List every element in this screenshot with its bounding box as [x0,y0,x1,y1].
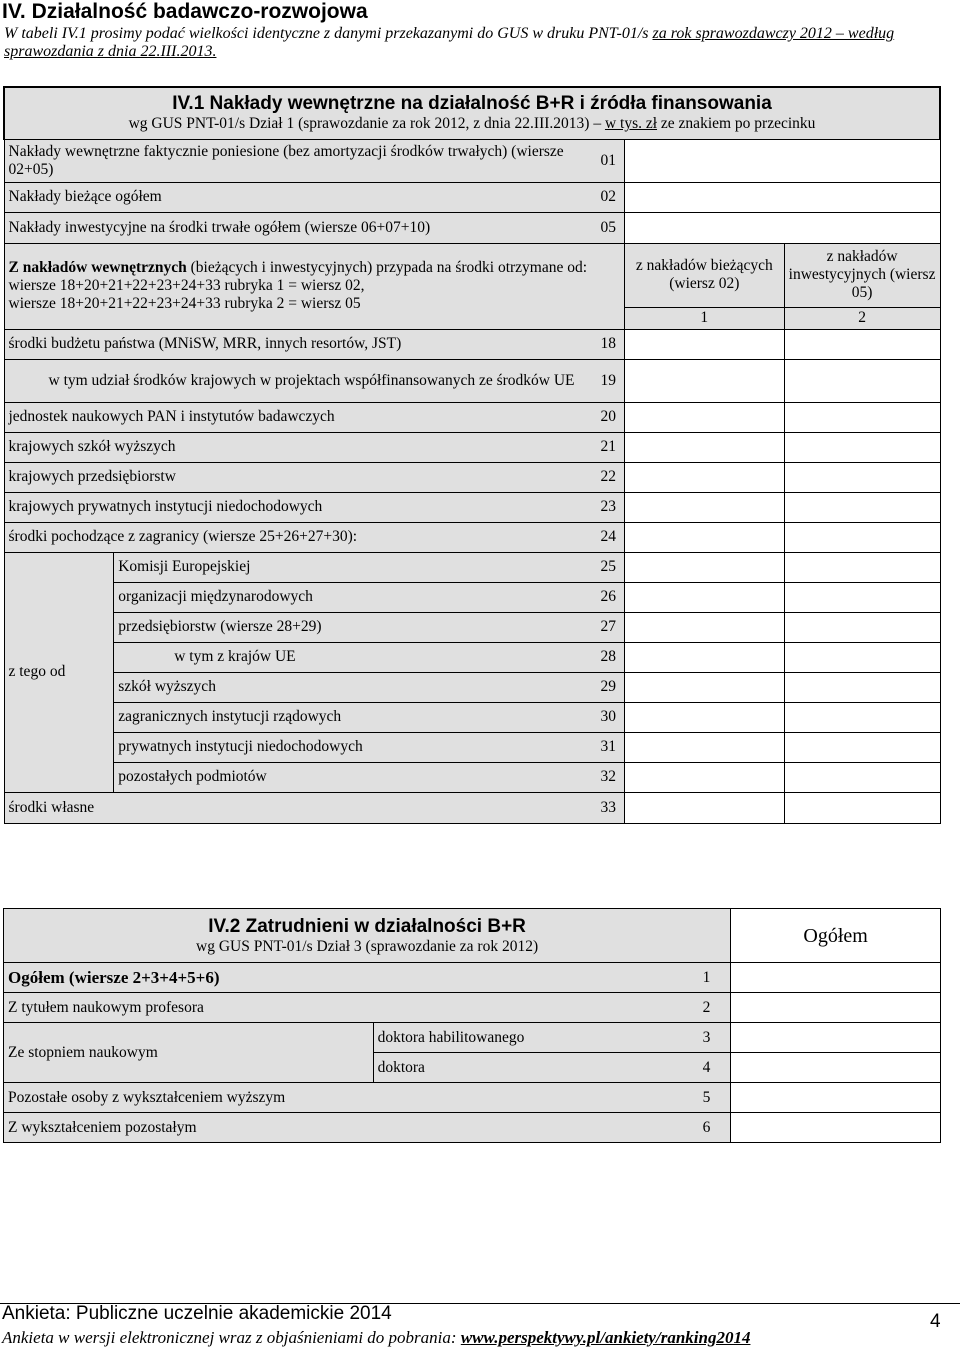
sources-header-line3: wiersze 18+20+21+22+23+24+33 rubryka 2 = wiersz 05 [8,295,361,312]
table-expenditures [3,86,941,824]
row-label: pozostałych podmiotów [114,762,593,792]
table-row [4,582,940,612]
value-cell[interactable] [624,582,784,612]
row-label: Pozostałe osoby z wykształceniem wyższym [4,1083,683,1113]
table-row [4,672,940,702]
value-cell[interactable] [784,552,940,582]
value-cell[interactable] [624,612,784,642]
degree-label: Ze stopniem naukowym [4,1023,374,1083]
table-row [4,402,940,432]
sources-header-text: (bieżących i inwestycyjnych) przypada na środki otrzymane od: [186,259,588,276]
value-cell[interactable] [624,642,784,672]
row-number: 28 [593,642,625,672]
table1-subtitle-rest: ze znakiem po przecinku [657,115,816,133]
row-number: 20 [593,402,625,432]
row-number: 21 [593,432,625,462]
table1-subtitle [9,115,935,133]
row-label: w tym udział środków krajowych w projektach współfinansowanych ze środków UE [4,359,593,402]
table-row [4,552,940,582]
row-label: organizacji międzynarodowych [114,582,593,612]
row-number: 23 [593,492,625,522]
value-cell[interactable] [784,732,940,762]
value-cell[interactable] [784,582,940,612]
table-row [4,963,941,993]
row-label: jednostek naukowych PAN i instytutów badawczych [4,402,593,432]
value-cell[interactable] [784,432,940,462]
row-number: 6 [683,1113,731,1143]
value-cell[interactable] [784,762,940,792]
row-label: przedsiębiorstw (wiersze 28+29) [114,612,593,642]
row-label: Nakłady inwestycyjne na środki trwałe ogółem (wiersze 06+07+10) [4,212,593,243]
table1-subtitle-text: wg GUS PNT-01/s Dział 1 (sprawozdanie za rok 2012, z dnia 22.III.2013) – [128,115,605,133]
row-label: krajowych prywatnych instytucji niedochodowych [4,492,593,522]
value-cell[interactable] [624,732,784,762]
row-label: Z wykształceniem pozostałym [4,1113,683,1143]
row-number: 3 [683,1023,731,1053]
z-tego-od-label: z tego od [4,552,114,792]
row-number: 1 [683,963,731,993]
instruction-note-text: W tabeli IV.1 prosimy podać wielkości identyczne z danymi przekazanymi do GUS w druku PNT-01/s [4,25,653,42]
value-cell[interactable] [624,182,940,212]
column-number-1: 1 [624,307,784,329]
table2-title: IV.2 Zatrudnieni w działalności B+R [208,915,526,937]
table-row [4,329,940,359]
row-number: 18 [593,329,625,359]
value-cell[interactable] [784,672,940,702]
table1-subtitle-unit: w tys. zł [604,115,658,133]
sources-header-bold: Z nakładów wewnętrznych [8,259,187,276]
sources-header-line2: wiersze 18+20+21+22+23+24+33 rubryka 1 = wiersz 02, [8,277,365,294]
table-expenditures-title [4,87,940,139]
row-label: doktora habilitowanego [373,1023,683,1053]
table-row [4,702,940,732]
table-row [4,522,940,552]
value-cell[interactable] [731,1023,941,1053]
row-number: 33 [593,792,625,823]
value-cell[interactable] [624,402,784,432]
row-number: 29 [593,672,625,702]
row-label: doktora [373,1053,683,1083]
row-label: zagranicznych instytucji rządowych [114,702,593,732]
table-row [4,1083,941,1113]
value-cell[interactable] [624,329,784,359]
row-number: 32 [593,762,625,792]
row-label: Komisji Europejskiej [114,552,593,582]
footer-survey-name: Ankieta: Publiczne uczelnie akademickie 2014 [2,1303,392,1324]
row-number: 05 [593,212,625,243]
instruction-note-underlined: za rok sprawozdawczy 2012 – według sprawozdania z dnia 22.III.2013. [4,25,895,60]
table-row [4,642,940,672]
value-cell[interactable] [731,963,941,993]
row-label: krajowych przedsiębiorstw [4,462,593,492]
row-label: Nakłady wewnętrzne faktycznie poniesione (bez amortyzacji środków trwałych) (wiersze 02+05) [4,139,593,182]
value-cell[interactable] [784,402,940,432]
table-row [4,1113,941,1143]
row-label: środki budżetu państwa (MNiSW, MRR, innych resortów, JST) [4,329,593,359]
table-row [4,432,940,462]
row-label: prywatnych instytucji niedochodowych [114,732,593,762]
value-cell[interactable] [624,762,784,792]
value-cell[interactable] [624,462,784,492]
row-number: 01 [593,139,625,182]
value-cell[interactable] [624,672,784,702]
table-employees [3,908,941,1143]
table-row [4,1023,941,1053]
sources-header [4,243,624,329]
value-cell[interactable] [624,702,784,732]
value-cell[interactable] [784,642,940,672]
table-row [4,792,940,823]
value-cell[interactable] [784,329,940,359]
row-number: 24 [593,522,625,552]
value-cell[interactable] [731,993,941,1023]
value-cell[interactable] [784,612,940,642]
table-employees-title [4,909,731,963]
row-label: szkół wyższych [114,672,593,702]
row-number: 25 [593,552,625,582]
value-cell[interactable] [784,702,940,732]
value-cell[interactable] [624,792,784,823]
instruction-note [4,25,944,61]
value-cell[interactable] [624,139,940,182]
table-row [4,359,940,402]
value-cell[interactable] [784,462,940,492]
row-number: 27 [593,612,625,642]
row-number: 26 [593,582,625,612]
value-cell[interactable] [624,492,784,522]
value-cell[interactable] [624,552,784,582]
row-number: 30 [593,702,625,732]
table-row [4,612,940,642]
page-title: IV. Działalność badawczo-rozwojowa [2,0,368,23]
table-row [4,212,940,243]
row-number: 4 [683,1053,731,1083]
row-number: 22 [593,462,625,492]
value-cell[interactable] [784,359,940,402]
row-label: w tym z krajów UE [114,642,593,672]
table-row [4,732,940,762]
row-label: środki pochodzące z zagranicy (wiersze 25+26+27+30): [4,522,593,552]
table2-subtitle: wg GUS PNT-01/s Dział 3 (sprawozdanie za rok 2012) [196,937,539,955]
column-header-total: Ogółem [731,909,941,963]
row-number: 31 [593,732,625,762]
row-label: środki własne [4,792,593,823]
table-row [4,762,940,792]
value-cell[interactable] [624,359,784,402]
table-row [4,462,940,492]
row-label: Ogółem (wiersze 2+3+4+5+6) [4,963,683,993]
table-row [4,139,940,182]
value-cell[interactable] [624,432,784,462]
row-label: Z tytułem naukowym profesora [4,993,683,1023]
row-label: Nakłady bieżące ogółem [4,182,593,212]
column-header-investment: z nakładów inwestycyjnych (wiersz 05) [784,243,940,307]
value-cell[interactable] [784,522,940,552]
row-number: 2 [683,993,731,1023]
column-number-2: 2 [784,307,940,329]
row-number: 19 [593,359,625,402]
table1-title: IV.1 Nakłady wewnętrzne na działalność B+R i źródła finansowania [172,93,772,115]
column-header-current: z nakładów bieżących (wiersz 02) [624,243,784,307]
value-cell[interactable] [731,1113,941,1143]
table-row [4,492,940,522]
table-row [4,182,940,212]
footer-download-link[interactable]: www.perspektywy.pl/ankiety/ranking2014 [460,1328,751,1347]
table-row [4,993,941,1023]
value-cell[interactable] [624,212,940,243]
value-cell[interactable] [731,1083,941,1113]
row-label: krajowych szkół wyższych [4,432,593,462]
page-number: 4 [930,1311,941,1332]
value-cell[interactable] [624,522,784,552]
value-cell[interactable] [784,492,940,522]
footer-download-text: Ankieta w wersji elektronicznej wraz z objaśnieniami do pobrania: [2,1328,461,1347]
row-number: 02 [593,182,625,212]
row-number: 5 [683,1083,731,1113]
value-cell[interactable] [784,792,940,823]
value-cell[interactable] [731,1053,941,1083]
footer-download-note [2,1328,750,1348]
